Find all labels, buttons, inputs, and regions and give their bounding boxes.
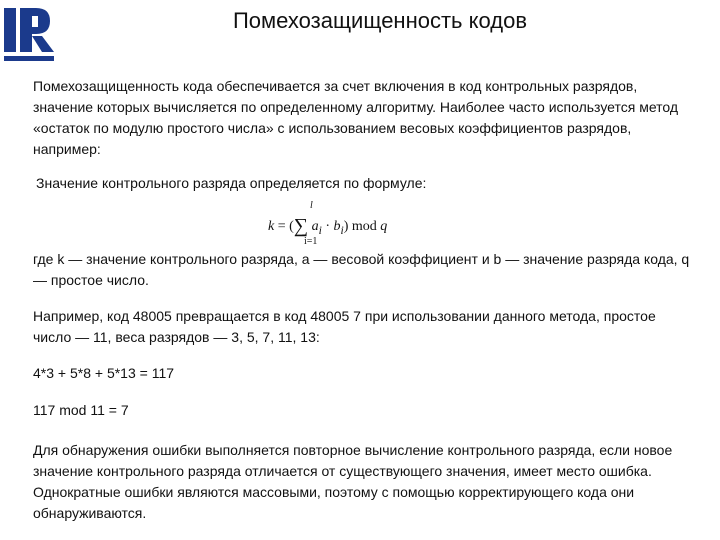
formula-b-sub: i (340, 223, 344, 237)
conclusion-paragraph: Для обнаружения ошибки выполняется повторное вычисление контрольного разряда, если новое значение контрольного разряда отличается от существующего значения, имеет место ошибка. Однократные ошибки являются массовыми, поэтому с помощью корректирующего кода они обнаруживаются. (33, 442, 673, 521)
formula-intro-paragraph: Значение контрольного разряда определяется по формуле: (36, 175, 427, 191)
slide-title: Помехозащищенность кодов (232, 8, 528, 33)
formula-close-paren: ) (343, 219, 349, 234)
definitions-paragraph: где k — значение контрольного разряда, a — весовой коэффициент и b — значение разряда кода, q — простое число. (33, 251, 690, 288)
intro-paragraph: Помехозащищенность кода обеспечивается за счет включения в код контрольных разрядов, значение которых вычисляется по определенному алгоритму. Наиболее часто используется метод «остаток по модулю простого числа» с использованием весовых коэффициентов разрядов, например: (33, 78, 679, 157)
formula-q: q (380, 219, 388, 234)
formula-a-sub: i (318, 223, 322, 237)
check-digit-formula (268, 200, 468, 248)
sum-lower-limit: i=1 (304, 236, 318, 247)
sum-upper-limit: l (310, 200, 313, 211)
calculation-line-1: 4*3 + 5*8 + 5*13 = 117 (33, 365, 175, 381)
example-paragraph: Например, код 48005 превращается в код 48005 7 при использовании данного метода, простое число — 11, веса разрядов — 3, 5, 7, 11, 13: (33, 308, 656, 345)
calculation-line-2: 117 mod 11 = 7 (33, 402, 129, 418)
formula-equals: = (277, 219, 286, 234)
formula-k: k (268, 219, 275, 234)
formula-a: a (311, 219, 319, 234)
sigma-icon: ∑ (293, 215, 309, 237)
formula-mod: mod (351, 219, 377, 234)
formula-b: b (333, 219, 341, 234)
formula-dot: · (325, 219, 330, 234)
formula-open-paren: ( (289, 219, 294, 234)
